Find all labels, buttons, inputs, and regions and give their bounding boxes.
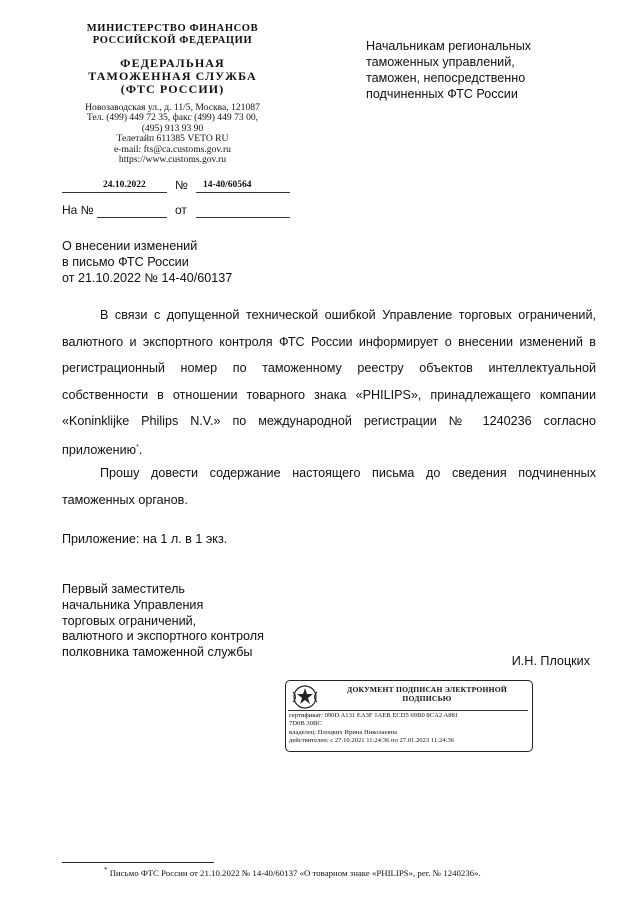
number-underline [196, 192, 290, 193]
addressee [366, 38, 596, 102]
ministry-line-2: РОССИЙСКОЙ ФЕДЕРАЦИИ [92, 35, 253, 46]
stamp-title [324, 685, 530, 703]
reply-from-label: от [175, 203, 187, 217]
position-line-3: торговых ограничений, [62, 613, 197, 628]
registration-number: 14-40/60564 [203, 180, 252, 190]
paragraph-1-text: В связи с допущенной технической ошибкой Управление торговых ограничений, валютного и экспортного контроля ФТС России информирует о внесении изменений в регистрационный номер по таможенному реестру объектов интеллектуальной собственности в отношении товарного знака «PHILIPS», принадлежащего компании «Koninklijke Philips N.V.» по международной регистрации № 1240236 согласно приложению [62, 308, 596, 457]
position-line-4: валютного и экспортного контроля [62, 629, 264, 644]
service-line-2: ТАМОЖЕННАЯ СЛУЖБА [88, 69, 257, 83]
teletype-line: Телетайп 611385 VETO RU [116, 133, 229, 145]
position-line-5: полковника таможенной службы [62, 645, 253, 660]
stamp-divider [288, 710, 528, 711]
service-line-1: ФЕДЕРАЛЬНАЯ [120, 56, 225, 70]
registration-date: 24.10.2022 [103, 180, 146, 190]
footnote-separator [62, 862, 214, 863]
footnote-mark: * [104, 866, 108, 874]
subject-line-1: О внесении изменений [62, 239, 198, 253]
signer-name: И.Н. Плоцких [511, 654, 590, 668]
emblem-icon [290, 684, 320, 710]
body-paragraph-2 [62, 460, 596, 513]
reply-number-underline [97, 217, 167, 218]
addressee-line-3: таможен, непосредственно [366, 71, 526, 85]
reply-date-underline [196, 217, 290, 218]
position-line-1: Первый заместитель [62, 582, 185, 596]
e-signature-stamp [285, 680, 533, 752]
email-line: e-mail: fts@ca.customs.gov.ru [114, 143, 231, 155]
date-underline [62, 192, 167, 193]
phone-line-2: (495) 913 93 90 [141, 122, 204, 134]
footnote-text: Письмо ФТС России от 21.10.2022 № 14-40/60137 «О товарном знаке «PHILIPS», рег. № 1240236». [109, 867, 481, 878]
stamp-title-line-2: ПОДПИСЬЮ [402, 694, 452, 703]
addressee-line-1: Начальникам региональных [366, 39, 532, 53]
contacts [40, 103, 305, 165]
ministry-name [40, 23, 305, 47]
phone-line: Тел. (499) 449 72 35, факс (499) 449 73 00, [86, 112, 259, 124]
stamp-validity: действителен: с 27.10.2021 11:24:36 по 27.01.2023 11:24:36 [289, 737, 455, 745]
position-line-2: начальника Управления [62, 597, 204, 612]
stamp-details [289, 712, 529, 746]
reply-label: На № [62, 203, 94, 217]
addressee-line-2: таможенных управлений, [366, 55, 515, 69]
address-line: Новозаводская ул., д. 11/5, Москва, 121087 [85, 102, 260, 113]
stamp-title-line-1: ДОКУМЕНТ ПОДПИСАН ЭЛЕКТРОННОЙ [347, 685, 507, 694]
paragraph-2-text: Прошу довести содержание настоящего письма до сведения подчиненных таможенных органов. [62, 466, 596, 507]
paragraph-1-end: . [138, 442, 143, 457]
footnote-ref: * [136, 443, 139, 451]
stamp-owner: владелец: Плоцких Ирина Николаевна [289, 728, 398, 736]
website-line: https://www.customs.gov.ru [118, 154, 227, 166]
subject-line-2: в письмо ФТС России [62, 255, 189, 270]
signer-position [62, 582, 264, 661]
stamp-certificate: сертификат: 090D A131 EA3F 1AEB ECD5 69B0 8CA2 A881 [289, 712, 459, 719]
service-name [40, 57, 305, 96]
footnote [104, 866, 481, 878]
ministry-line-1: МИНИСТЕРСТВО ФИНАНСОВ [86, 23, 259, 34]
attachment-note: Приложение: на 1 л. в 1 экз. [62, 532, 228, 546]
subject-line-3: от 21.10.2022 № 14-40/60137 [62, 271, 233, 286]
subject [62, 238, 232, 287]
stamp-certificate-cont: 7D0B 30BC [289, 720, 322, 728]
body-paragraph-1 [62, 302, 596, 463]
number-sign: № [175, 178, 188, 192]
service-line-3: (ФТС РОССИИ) [120, 82, 225, 96]
addressee-line-4: подчиненных ФТС России [366, 87, 518, 101]
